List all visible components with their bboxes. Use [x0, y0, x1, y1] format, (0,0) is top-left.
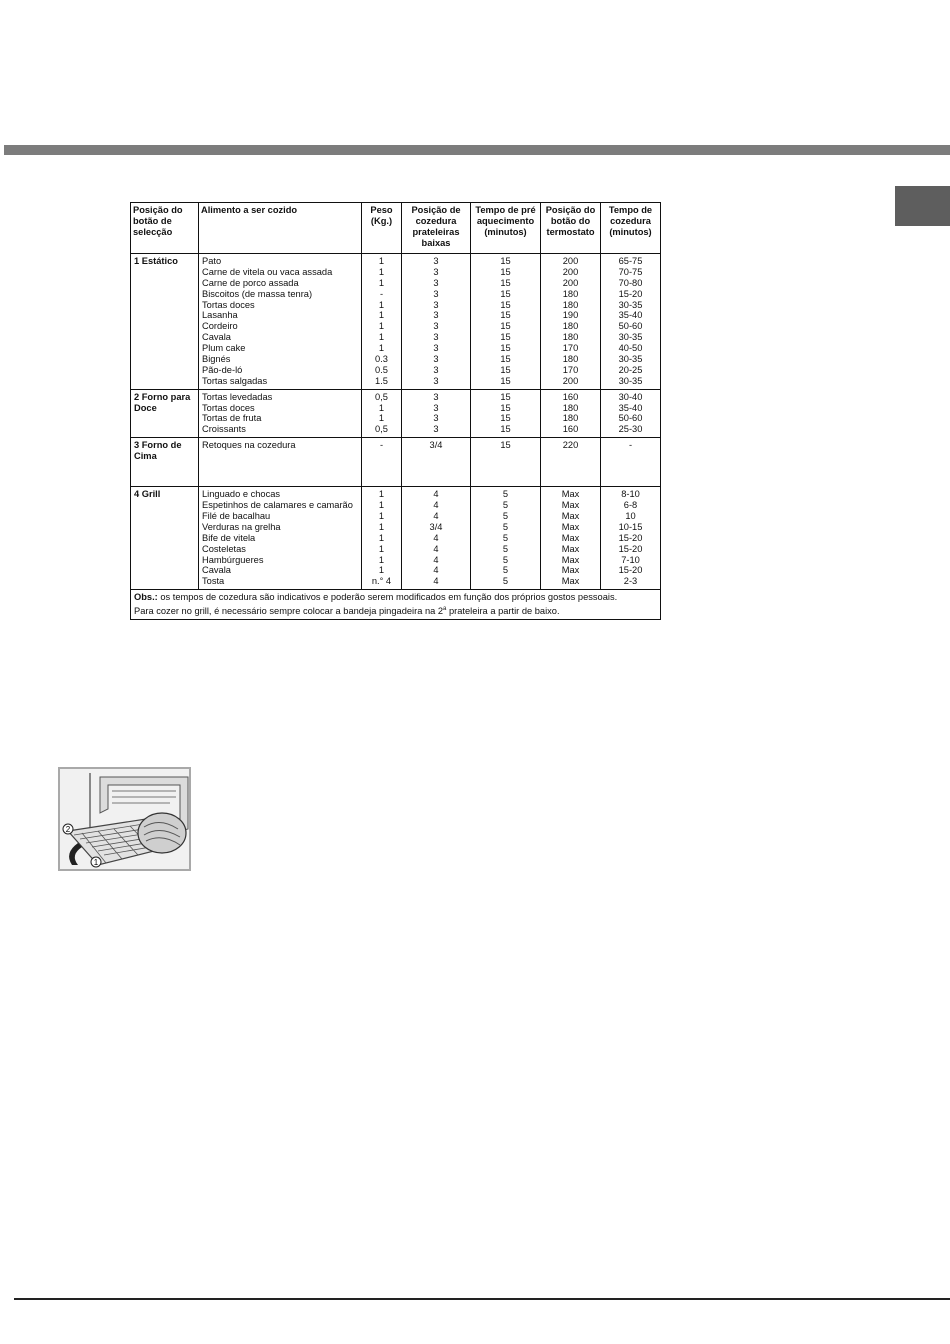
weight-value: 0.5: [375, 364, 388, 375]
food-value: Bignés: [202, 354, 231, 365]
shelf-position-value: 3: [433, 402, 439, 413]
thermostat-cell: [541, 487, 601, 590]
cooking-time-cell: [601, 254, 661, 390]
shelf-position-value: 4: [433, 532, 439, 543]
cooking-table: [130, 202, 661, 620]
thermostat-value: Max: [561, 576, 580, 587]
preheat-time-value: 15: [500, 440, 511, 451]
weight-value: 1: [378, 343, 385, 354]
shelf-position-value: 4: [433, 500, 439, 511]
shelf-position-value: 3/4: [429, 440, 443, 451]
thermostat-value: 200: [562, 256, 579, 266]
cooking-time-value: 30-35: [618, 354, 643, 365]
cooking-time-value: 8-10: [621, 489, 640, 500]
weight-value: 1: [378, 402, 385, 413]
weight-cell: [362, 389, 402, 438]
preheat-time-cell: [471, 487, 541, 590]
preheat-time-value: 5: [502, 543, 509, 554]
shelf-position-value: 3: [433, 424, 439, 435]
shelf-position-value: 3: [433, 321, 439, 332]
shelf-insertion-illustration: [58, 767, 191, 871]
thermostat-value: 190: [562, 310, 579, 321]
thermostat-value: Max: [561, 511, 580, 522]
preheat-time-value: 15: [500, 343, 511, 354]
cooking-time-value: 35-40: [618, 310, 643, 321]
header-cooking-time: Tempo de cozedura (minutos): [601, 203, 661, 254]
selection-position-cell: 2 Forno para Doce: [131, 389, 199, 438]
thermostat-value: 180: [562, 402, 579, 413]
shelf-position-value: 3: [433, 375, 439, 386]
cooking-time-value: 70-80: [618, 277, 643, 288]
food-value: Plum cake: [202, 343, 246, 354]
cooking-time-cell: [601, 487, 661, 590]
thermostat-value: 200: [562, 277, 579, 288]
food-value: Tortas salgadas: [202, 375, 268, 386]
food-value: Croissants: [202, 424, 246, 435]
cooking-time-value: 15-20: [618, 532, 643, 543]
header-thermostat: Posição do botão do termostato: [541, 203, 601, 254]
cooking-time-value: 6-8: [623, 500, 638, 511]
weight-cell: [362, 438, 402, 487]
selection-position-cell: 4 Grill: [131, 487, 199, 590]
weight-value: 1: [378, 277, 385, 288]
shelf-position-value: 3: [433, 343, 439, 354]
weight-value: -: [379, 288, 384, 299]
weight-value: 0,5: [375, 391, 388, 402]
thermostat-value: 170: [562, 343, 579, 354]
shelf-position-value: 4: [433, 554, 439, 565]
cooking-time-value: -: [628, 440, 633, 451]
weight-value: 1: [378, 321, 385, 332]
cooking-time-value: 7-10: [621, 554, 640, 565]
weight-value: 1: [378, 489, 385, 500]
shelf-position-value: 3: [433, 354, 439, 365]
preheat-time-value: 15: [500, 391, 511, 402]
preheat-time-value: 5: [502, 565, 509, 576]
note-label: Obs.:: [134, 592, 158, 603]
preheat-time-value: 15: [500, 375, 511, 386]
food-cell: [199, 438, 362, 487]
thermostat-value: 160: [562, 424, 579, 435]
weight-value: 0.3: [375, 354, 388, 365]
food-value: Tortas doces: [202, 402, 255, 413]
food-value: Tortas de fruta: [202, 413, 262, 424]
preheat-time-value: 5: [502, 521, 509, 532]
thermostat-value: 180: [562, 332, 579, 343]
language-tab: [895, 186, 950, 226]
shelf-position-value: 4: [433, 543, 439, 554]
preheat-time-value: 15: [500, 277, 511, 288]
thermostat-value: 180: [562, 321, 579, 332]
cooking-time-value: 30-35: [618, 299, 643, 310]
selection-position-cell: 3 Forno de Cima: [131, 438, 199, 487]
thermostat-cell: [541, 254, 601, 390]
preheat-time-value: 15: [500, 424, 511, 435]
thermostat-value: Max: [561, 532, 580, 543]
thermostat-value: Max: [561, 489, 580, 500]
header-selection-position: Posição do botão de selecção: [131, 203, 199, 254]
cooking-time-value: 15-20: [618, 565, 643, 576]
food-cell: [199, 254, 362, 390]
header-bar: [4, 145, 950, 155]
weight-value: 1: [378, 511, 385, 522]
thermostat-value: 180: [562, 413, 579, 424]
cooking-time-value: 25-30: [618, 424, 643, 435]
weight-cell: [362, 487, 402, 590]
preheat-time-value: 15: [500, 413, 511, 424]
shelf-position-value: 4: [433, 511, 439, 522]
weight-value: 1: [378, 565, 385, 576]
weight-value: 1: [378, 310, 385, 321]
preheat-time-value: 15: [500, 321, 511, 332]
shelf-position-value: 4: [433, 576, 439, 587]
shelf-position-cell: [402, 389, 471, 438]
preheat-time-value: 15: [500, 332, 511, 343]
weight-value: 1: [378, 521, 385, 532]
footer-rule: [14, 1298, 950, 1300]
food-value: Carne de vitela ou vaca assada: [202, 266, 333, 277]
weight-cell: [362, 254, 402, 390]
food-value: Costeletas: [202, 543, 246, 554]
header-shelf-position: Posição de cozedura prateleiras baixas: [402, 203, 471, 254]
food-value: Pão-de-ló: [202, 364, 243, 375]
header-preheat-time: Tempo de pré aquecimento (minutos): [471, 203, 541, 254]
food-value: Filé de bacalhau: [202, 511, 271, 522]
shelf-position-value: 3/4: [429, 521, 443, 532]
food-value: Tortas doces: [202, 299, 255, 310]
food-value: Retoques na cozedura: [202, 440, 296, 451]
shelf-position-cell: [402, 254, 471, 390]
shelf-position-value: 4: [433, 565, 439, 576]
food-value: Biscoitos (de massa tenra): [202, 288, 313, 299]
shelf-position-value: 4: [433, 489, 439, 500]
thermostat-value: 180: [562, 299, 579, 310]
thermostat-value: Max: [561, 521, 580, 532]
thermostat-value: 180: [562, 288, 579, 299]
thermostat-cell: [541, 438, 601, 487]
header-food: Alimento a ser cozido: [199, 203, 362, 254]
food-value: Cordeiro: [202, 321, 238, 332]
preheat-time-value: 15: [500, 299, 511, 310]
weight-value: 0,5: [375, 424, 388, 435]
shelf-position-cell: [402, 487, 471, 590]
cooking-time-value: 15-20: [618, 543, 643, 554]
preheat-time-value: 5: [502, 532, 509, 543]
weight-value: 1: [378, 500, 385, 511]
shelf-position-value: 3: [433, 299, 439, 310]
weight-value: 1: [378, 413, 385, 424]
note-line-1: os tempos de cozedura são indicativos e poderão serem modificados em função dos próprios gostos pessoais.: [157, 592, 618, 603]
shelf-position-value: 3: [433, 266, 439, 277]
cooking-time-value: 50-60: [618, 413, 643, 424]
table-note: [131, 590, 661, 620]
cooking-time-value: 30-35: [618, 332, 643, 343]
preheat-time-value: 15: [500, 364, 511, 375]
weight-value: 1: [378, 554, 385, 565]
preheat-time-cell: [471, 254, 541, 390]
shelf-position-value: 3: [433, 413, 439, 424]
food-value: Pato: [202, 256, 222, 266]
thermostat-value: Max: [561, 500, 580, 511]
preheat-time-value: 15: [500, 310, 511, 321]
thermostat-value: 200: [562, 266, 579, 277]
thermostat-value: 160: [562, 391, 579, 402]
food-value: Tosta: [202, 576, 225, 587]
thermostat-value: Max: [561, 565, 580, 576]
food-value: Carne de porco assada: [202, 277, 299, 288]
food-value: Lasanha: [202, 310, 238, 321]
shelf-position-value: 3: [433, 256, 439, 266]
preheat-time-value: 15: [500, 266, 511, 277]
preheat-time-value: 5: [502, 489, 509, 500]
weight-value: 1: [378, 332, 385, 343]
food-value: Bife de vitela: [202, 532, 256, 543]
preheat-time-cell: [471, 438, 541, 487]
shelf-position-value: 3: [433, 277, 439, 288]
weight-value: 1: [378, 532, 385, 543]
selection-position-cell: 1 Estático: [131, 254, 199, 390]
weight-value: n.° 4: [371, 576, 392, 587]
cooking-time-value: 50-60: [618, 321, 643, 332]
preheat-time-value: 15: [500, 256, 511, 266]
cooking-time-value: 15-20: [618, 288, 643, 299]
thermostat-value: 220: [562, 440, 579, 451]
thermostat-cell: [541, 389, 601, 438]
weight-value: 1: [378, 543, 385, 554]
thermostat-value: 170: [562, 364, 579, 375]
table-group-row: [131, 389, 661, 438]
food-value: Hambúrgueres: [202, 554, 264, 565]
shelf-position-value: 3: [433, 391, 439, 402]
shelf-position-value: 3: [433, 288, 439, 299]
note-line-2: Para cozer no grill, é necessário sempre colocar a bandeja pingadeira na 2$^a$ prateleira a partir de baixo.: [134, 605, 560, 616]
preheat-time-value: 5: [502, 554, 509, 565]
preheat-time-value: 5: [502, 576, 509, 587]
preheat-time-cell: [471, 389, 541, 438]
food-value: Tortas levedadas: [202, 391, 273, 402]
thermostat-value: Max: [561, 543, 580, 554]
weight-value: 1: [378, 299, 385, 310]
cooking-time-value: 30-35: [618, 375, 643, 386]
thermostat-value: 180: [562, 354, 579, 365]
food-value: Cavala: [202, 332, 231, 343]
food-cell: [199, 389, 362, 438]
cooking-time-value: 40-50: [618, 343, 643, 354]
cooking-time-value: 35-40: [618, 402, 643, 413]
preheat-time-value: 15: [500, 354, 511, 365]
preheat-time-value: 5: [502, 500, 509, 511]
preheat-time-value: 5: [502, 511, 509, 522]
preheat-time-value: 15: [500, 402, 511, 413]
weight-value: 1: [378, 256, 385, 266]
food-value: Cavala: [202, 565, 231, 576]
preheat-time-value: 15: [500, 288, 511, 299]
food-cell: [199, 487, 362, 590]
food-value: Espetinhos de calamares e camarão: [202, 500, 353, 511]
food-value: Verduras na grelha: [202, 521, 281, 532]
cooking-time-value: 10: [625, 511, 636, 522]
weight-value: 1.5: [375, 375, 388, 386]
weight-value: -: [379, 440, 384, 451]
shelf-position-value: 3: [433, 310, 439, 321]
table-header-row: [131, 203, 661, 254]
food-value: Linguado e chocas: [202, 489, 281, 500]
table-group-row: [131, 254, 661, 390]
header-weight: Peso (Kg.): [362, 203, 402, 254]
step-2-label: 2: [65, 825, 71, 834]
cooking-time-value: 70-75: [618, 266, 643, 277]
shelf-position-value: 3: [433, 364, 439, 375]
shelf-position-value: 3: [433, 332, 439, 343]
table-group-row: [131, 438, 661, 487]
table-group-row: [131, 487, 661, 590]
cooking-time-value: 30-40: [618, 391, 643, 402]
weight-value: 1: [378, 266, 385, 277]
thermostat-value: Max: [561, 554, 580, 565]
cooking-time-value: 20-25: [618, 364, 643, 375]
shelf-position-cell: [402, 438, 471, 487]
cooking-time-cell: [601, 438, 661, 487]
cooking-time-value: 65-75: [618, 256, 643, 266]
cooking-time-cell: [601, 389, 661, 438]
step-1-label: 1: [93, 858, 99, 867]
thermostat-value: 200: [562, 375, 579, 386]
cooking-time-value: 10-15: [618, 521, 643, 532]
cooking-time-value: 2-3: [623, 576, 638, 587]
